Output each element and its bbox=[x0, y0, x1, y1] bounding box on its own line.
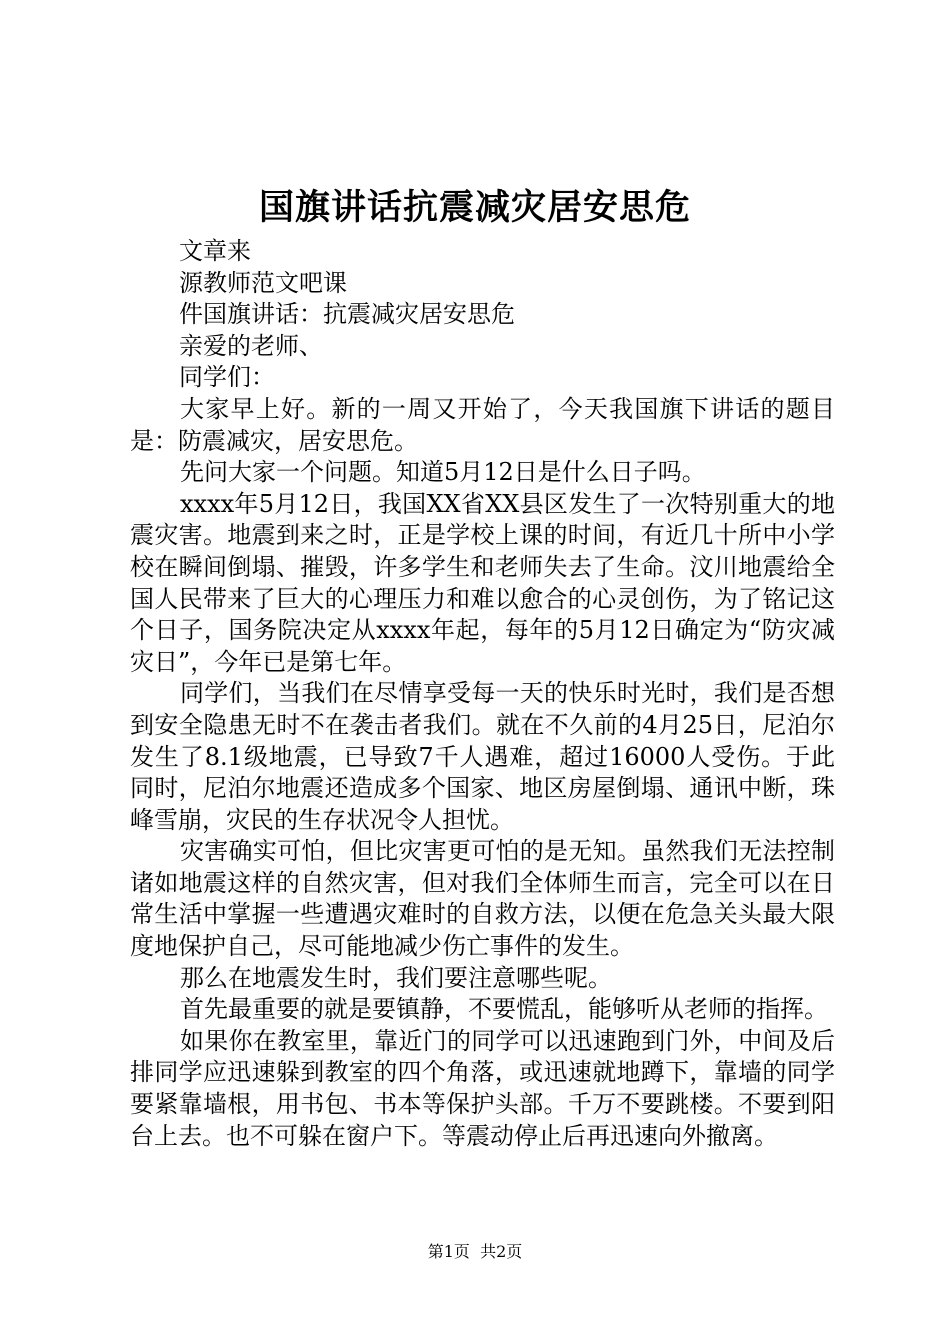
document-body bbox=[130, 236, 835, 1152]
paragraph: 同学们，当我们在尽情享受每一天的快乐时光时，我们是否想到安全隐患无时不在袭击者我们。就在不久前的4月25日，尼泊尔发生了8.1级地震，已导致7千人遇难，超过16000人受伤。于此同时，尼泊尔地震还造成多个国家、地区房屋倒塌、通讯中断，珠峰雪崩，灾民的生存状况令人担忧。 bbox=[130, 679, 835, 834]
paragraph: 首先最重要的就是要镇静，不要慌乱，能够听从老师的指挥。 bbox=[180, 995, 828, 1024]
header-line: 文章来 bbox=[179, 237, 251, 265]
document-title: 国旗讲话抗震减灾居安思危 bbox=[258, 187, 691, 228]
paragraph: 如果你在教室里，靠近门的同学可以迅速跑到门外，中间及后排同学应迅速躲到教室的四个角落，或迅速就地蹲下，靠墙的同学要紧靠墙根，用书包、书本等保护头部。千万不要跳楼。不要到阳台上去。也不可躲在窗户下。等震动停止后再迅速向外撤离。 bbox=[130, 1026, 835, 1150]
paragraph: xxxx年5月12日，我国XX省XX县区发生了一次特别重大的地震灾害。地震到来之时，正是学校上课的时间，有近几十所中小学校在瞬间倒塌、摧毁，许多学生和老师失去了生命。汶川地震给全国人民带来了巨大的心理压力和难以愈合的心灵创伤，为了铭记这个日子，国务院决定从xxxx年起，每年的5月12日确定为“防灾减灾日”，今年已是第七年。 bbox=[130, 489, 835, 676]
header-line: 源教师范文吧课 bbox=[179, 268, 347, 297]
paragraph: 灾害确实可怕，但比灾害更可怕的是无知。虽然我们无法控制诸如地震这样的自然灾害，但对我们全体师生而言，完全可以在日常生活中掌握一些遭遇灾难时的自救方法，以便在危急关头最大限度地保护自己，尽可能地减少伤亡事件的发生。 bbox=[130, 837, 835, 961]
paragraph: 大家早上好。新的一周又开始了，今天我国旗下讲话的题目是：防震减灾，居安思危。 bbox=[130, 394, 835, 455]
header-line: 亲爱的老师、 bbox=[179, 331, 323, 360]
header-line: 同学们： bbox=[179, 363, 275, 392]
paragraph: 那么在地震发生时，我们要注意哪些呢。 bbox=[180, 963, 612, 992]
page-footer: 第1页 共2页 bbox=[427, 1242, 523, 1261]
header-line: 件国旗讲话：抗震减灾居安思危 bbox=[179, 300, 515, 329]
paragraph: 先问大家一个问题。知道5月12日是什么日子吗。 bbox=[180, 458, 706, 487]
